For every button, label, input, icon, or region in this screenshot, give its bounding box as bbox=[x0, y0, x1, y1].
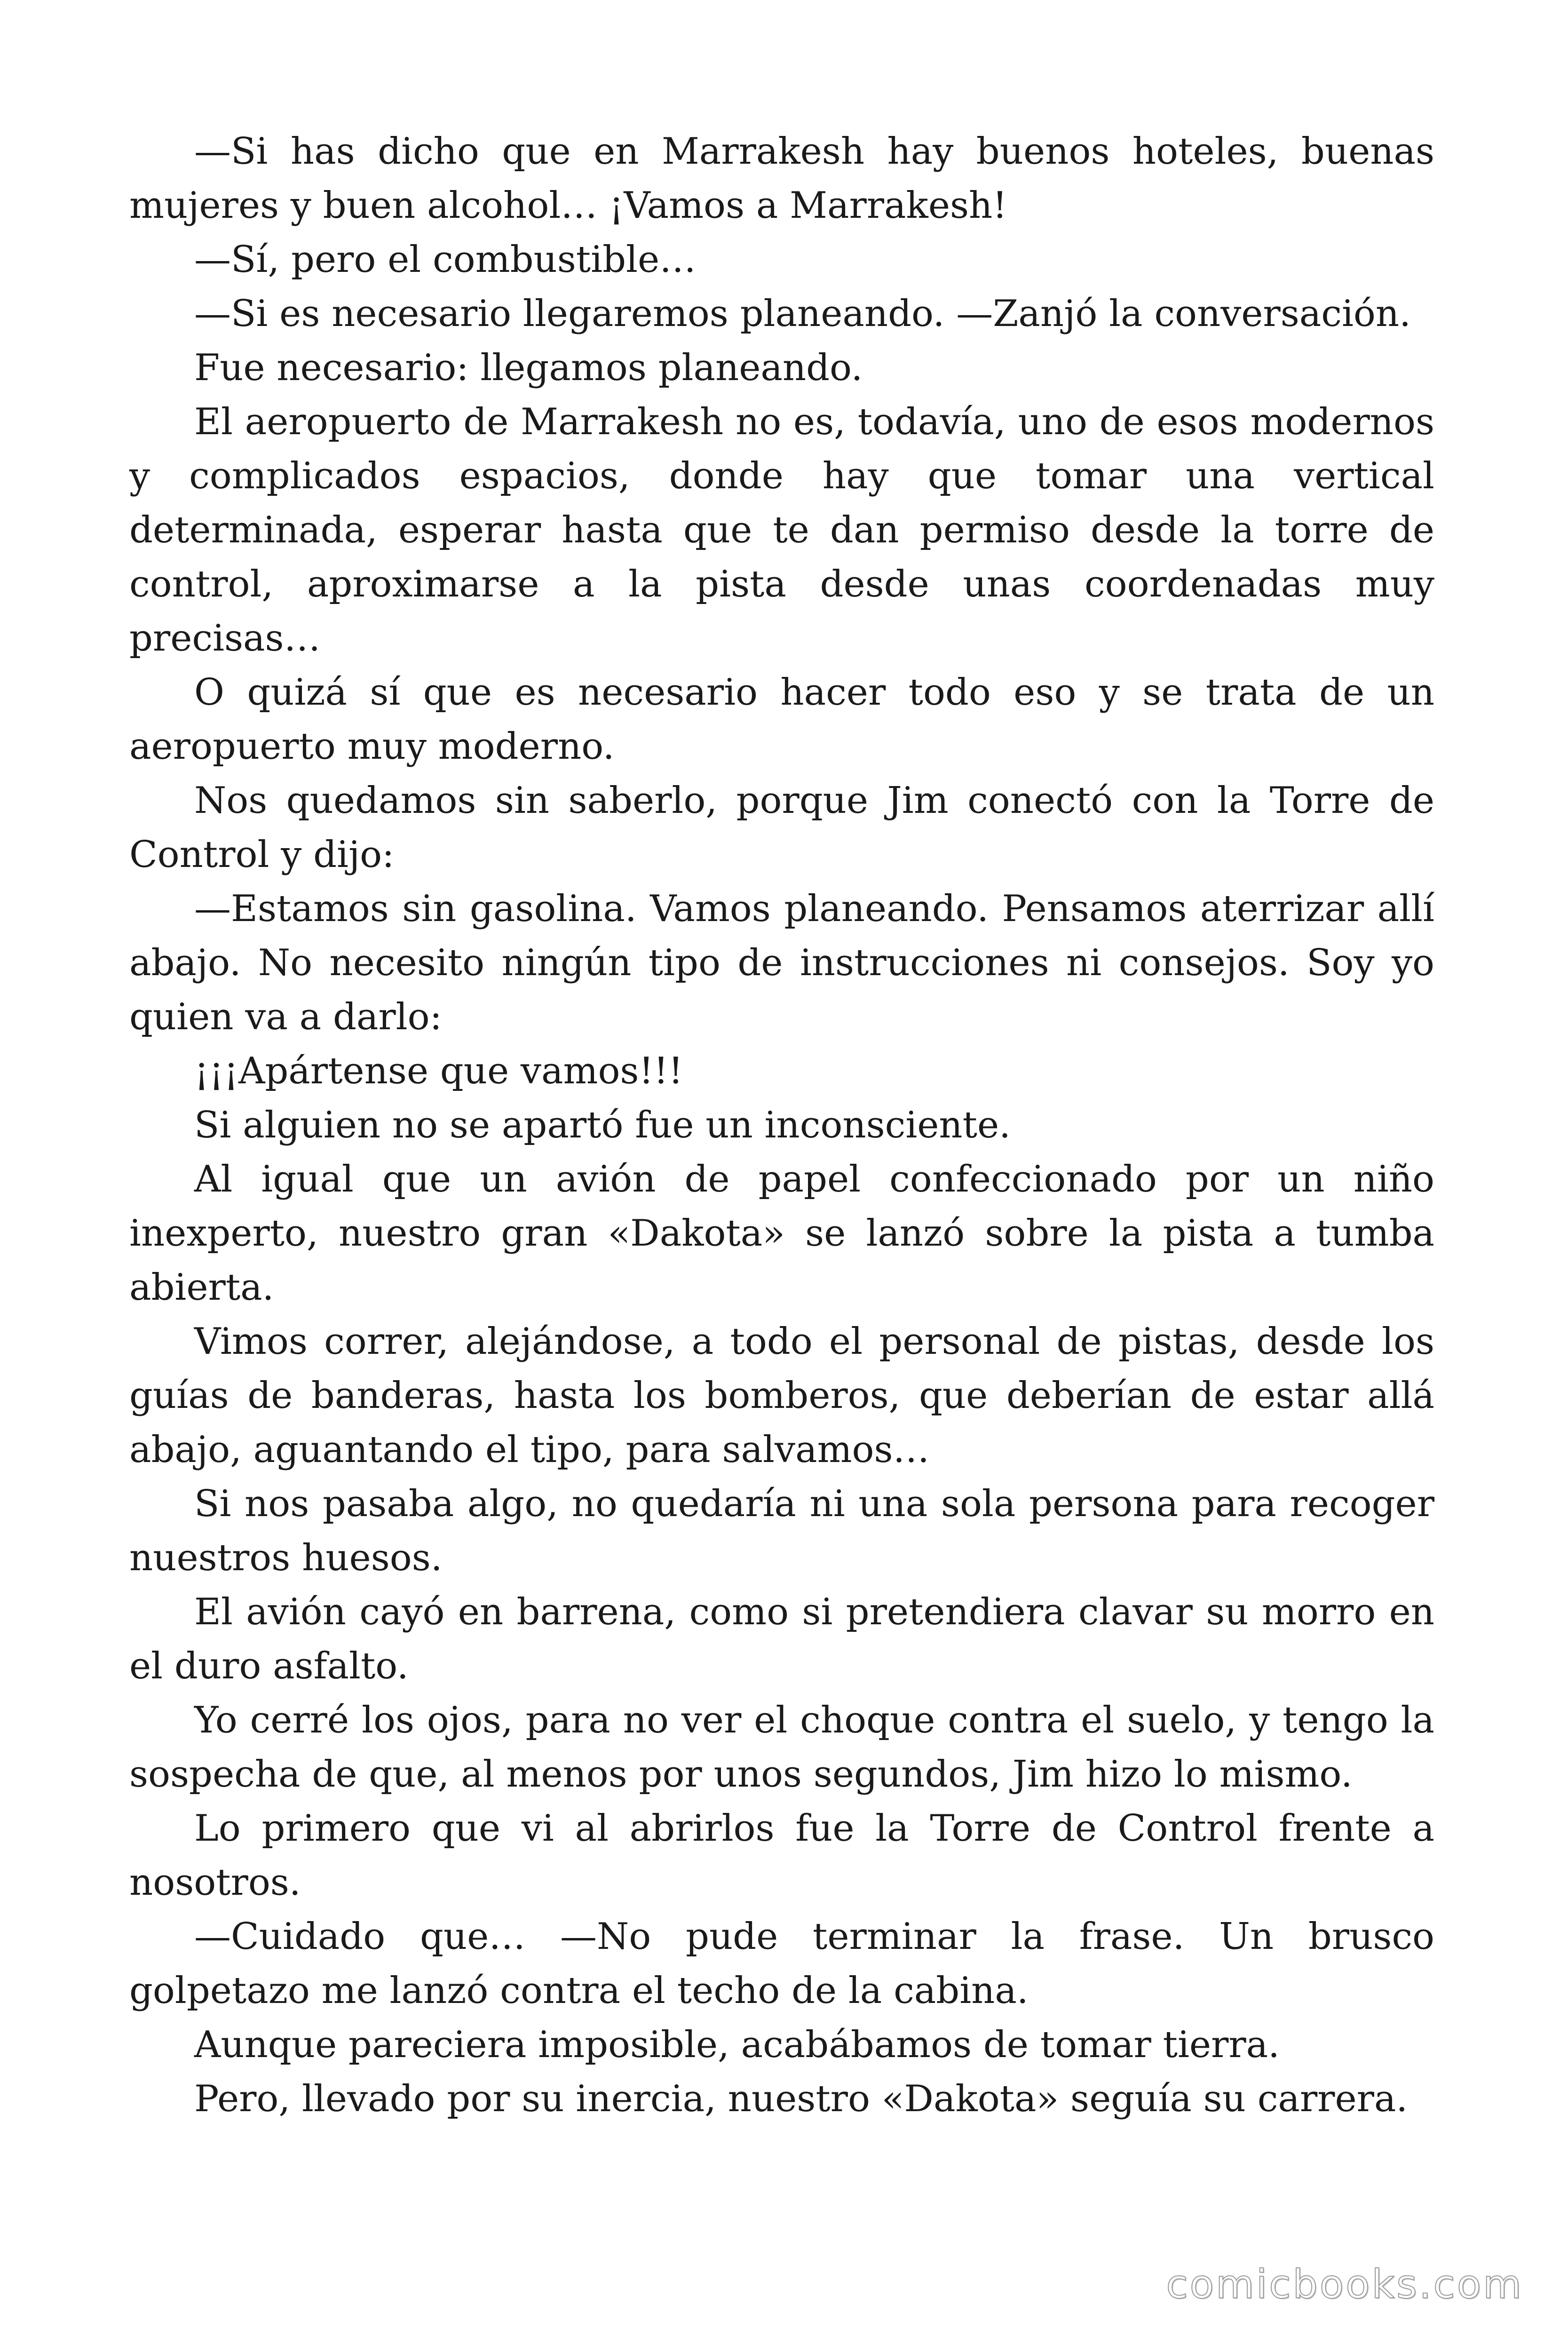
paragraph: Fue necesario: llegamos planeando. bbox=[194, 347, 863, 389]
paragraph: Pero, llevado por su inercia, nuestro «Dakota» seguía su carrera. bbox=[194, 2078, 1408, 2120]
paragraph: Vimos correr, alejándose, a todo el personal de pistas, desde los guías de banderas, hasta los bomberos, que deberían de estar allá abajo, aguantando el tipo, para salvamos… bbox=[129, 1320, 1434, 1471]
paragraph: —Sí, pero el combustible… bbox=[194, 238, 697, 281]
paragraph: —Estamos sin gasolina. Vamos planeando. Pensamos aterrizar allí abajo. No necesito ningún tipo de instrucciones ni consejos. Soy yo quien va a darlo: bbox=[129, 888, 1434, 1038]
paragraph: El aeropuerto de Marrakesh no es, todavía, uno de esos modernos y complicados espacios, donde hay que tomar una vertical determinada, esperar hasta que te dan permiso desde la torre de control, aproximarse a la pista desde unas coordenadas muy precisas… bbox=[129, 401, 1434, 660]
paragraph: O quizá sí que es necesario hacer todo eso y se trata de un aeropuerto muy moderno. bbox=[129, 671, 1434, 768]
paragraph: Yo cerré los ojos, para no ver el choque contra el suelo, y tengo la sospecha de que, al menos por unos segundos, Jim hizo lo mismo. bbox=[129, 1699, 1434, 1796]
paragraph: Lo primero que vi al abrirlos fue la Torre de Control frente a nosotros. bbox=[129, 1807, 1434, 1904]
paragraph: Si nos pasaba algo, no quedaría ni una sola persona para recoger nuestros huesos. bbox=[129, 1483, 1434, 1579]
paragraph: ¡¡¡Apártense que vamos!!! bbox=[194, 1050, 683, 1092]
paragraph: —Cuidado que… —No pude terminar la frase. Un brusco golpetazo me lanzó contra el techo de la cabina. bbox=[129, 1915, 1434, 2012]
paragraph: Aunque pareciera imposible, acabábamos de tomar tierra. bbox=[194, 2024, 1280, 2066]
watermark: comicbooks.com bbox=[1166, 2261, 1523, 2307]
paragraph: —Si es necesario llegaremos planeando. —Zanjó la conversación. bbox=[194, 293, 1411, 335]
paragraph: Nos quedamos sin saberlo, porque Jim conectó con la Torre de Control y dijo: bbox=[129, 779, 1434, 876]
paragraph: Al igual que un avión de papel confeccionado por un niño inexperto, nuestro gran «Dakota» se lanzó sobre la pista a tumba abierta. bbox=[129, 1158, 1434, 1309]
paragraph: —Si has dicho que en Marrakesh hay buenos hoteles, buenas mujeres y buen alcohol… ¡Vamos a Marrakesh! bbox=[129, 130, 1434, 227]
paragraph: El avión cayó en barrena, como si pretendiera clavar su morro en el duro asfalto. bbox=[129, 1591, 1434, 1687]
body-text bbox=[129, 125, 1434, 2126]
paragraph: Si alguien no se apartó fue un inconsciente. bbox=[194, 1104, 1011, 1146]
